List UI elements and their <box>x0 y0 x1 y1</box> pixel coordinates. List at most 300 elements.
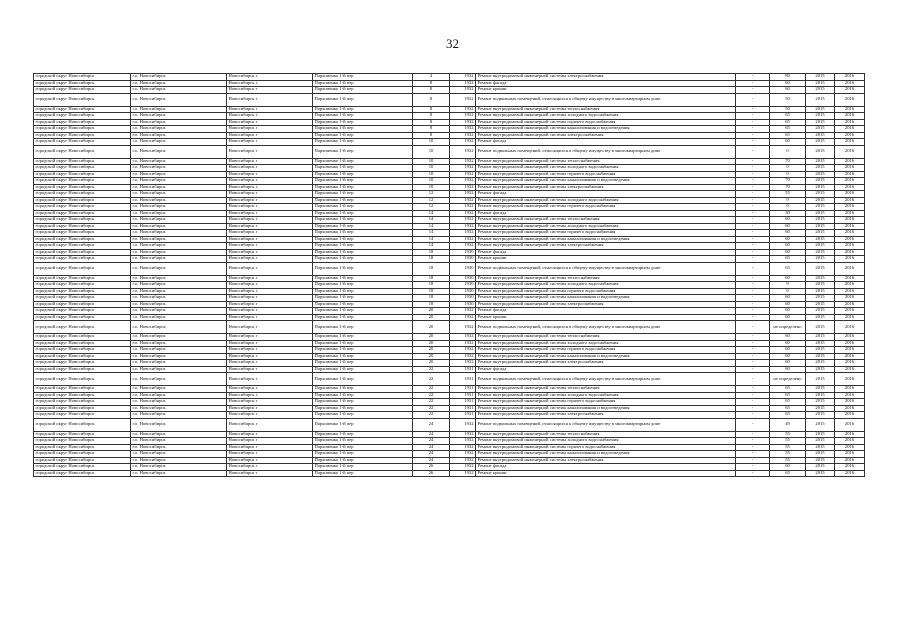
year-built-cell: 1932 <box>450 308 476 315</box>
start-year-cell: 2015 <box>806 418 835 431</box>
end-year-cell: 2016 <box>835 262 865 275</box>
repair-schedule-table-wrapper <box>33 73 864 477</box>
dash-cell: - <box>736 87 770 94</box>
end-year-cell: 2016 <box>835 178 865 185</box>
street-cell: Пархоменко 1-й пер <box>313 392 413 399</box>
city-cell: Новосибирск г <box>227 464 313 471</box>
house-number-cell: 24 <box>413 431 450 438</box>
municipality-cell: городской округ Новосибирск <box>34 308 131 315</box>
house-number-cell: 10 <box>413 178 450 185</box>
dash-cell: - <box>736 366 770 373</box>
house-number-cell: 8 <box>413 113 450 120</box>
city-cell: Новосибирск г <box>227 217 313 224</box>
street-cell: Пархоменко 1-й пер <box>313 171 413 178</box>
work-type-cell: Ремонт внутридомовой инженерной системы холодного водоснабжения <box>476 282 736 289</box>
year-built-cell: 1932 <box>450 340 476 347</box>
dash-cell: - <box>736 256 770 263</box>
house-number-cell: 22 <box>413 392 450 399</box>
house-number-cell: 22 <box>413 412 450 419</box>
municipality-cell: городской округ Новосибирск <box>34 340 131 347</box>
year-built-cell: 1930 <box>450 275 476 282</box>
dash-cell: - <box>736 457 770 464</box>
cost-cell: 60 <box>770 223 806 230</box>
end-year-cell: 2016 <box>835 308 865 315</box>
cost-cell: не определено <box>770 373 806 386</box>
house-number-cell: 18 <box>413 249 450 256</box>
dash-cell: - <box>736 451 770 458</box>
city-cell: Новосибирск г <box>227 165 313 172</box>
district-cell: г.о. Новосибирск <box>131 431 227 438</box>
dash-cell: - <box>736 132 770 139</box>
year-built-cell: 1932 <box>450 431 476 438</box>
street-cell: Пархоменко 1-й пер <box>313 210 413 217</box>
cost-cell: 0 <box>770 165 806 172</box>
city-cell: Новосибирск г <box>227 145 313 158</box>
municipality-cell: городской округ Новосибирск <box>34 119 131 126</box>
start-year-cell: 2015 <box>806 347 835 354</box>
house-number-cell: 18 <box>413 282 450 289</box>
start-year-cell: 2015 <box>806 405 835 412</box>
municipality-cell: городской округ Новосибирск <box>34 236 131 243</box>
start-year-cell: 2015 <box>806 321 835 334</box>
dash-cell: - <box>736 243 770 250</box>
year-built-cell: 1932 <box>450 165 476 172</box>
dash-cell: - <box>736 210 770 217</box>
dash-cell: - <box>736 464 770 471</box>
district-cell: г.о. Новосибирск <box>131 80 227 87</box>
street-cell: Пархоменко 1-й пер <box>313 165 413 172</box>
end-year-cell: 2016 <box>835 373 865 386</box>
municipality-cell: городской округ Новосибирск <box>34 197 131 204</box>
cost-cell: 55 <box>770 444 806 451</box>
work-type-cell: Ремонт внутридомовой инженерной системы канализования и водоотведения <box>476 405 736 412</box>
cost-cell: 0 <box>770 204 806 211</box>
district-cell: г.о. Новосибирск <box>131 288 227 295</box>
house-number-cell: 14 <box>413 210 450 217</box>
street-cell: Пархоменко 1-й пер <box>313 74 413 81</box>
city-cell: Новосибирск г <box>227 275 313 282</box>
house-number-cell: 22 <box>413 373 450 386</box>
end-year-cell: 2016 <box>835 334 865 341</box>
district-cell: г.о. Новосибирск <box>131 165 227 172</box>
cost-cell: 60 <box>770 314 806 321</box>
start-year-cell: 2015 <box>806 360 835 367</box>
start-year-cell: 2015 <box>806 275 835 282</box>
cost-cell: 60 <box>770 249 806 256</box>
house-number-cell: 26 <box>413 464 450 471</box>
house-number-cell: 20 <box>413 360 450 367</box>
year-built-cell: 1932 <box>450 360 476 367</box>
house-number-cell: 22 <box>413 399 450 406</box>
cost-cell: 65 <box>770 119 806 126</box>
street-cell: Пархоменко 1-й пер <box>313 386 413 393</box>
municipality-cell: городской округ Новосибирск <box>34 217 131 224</box>
work-type-cell: Ремонт внутридомовой инженерной системы канализования и водоотведения <box>476 236 736 243</box>
cost-cell: 70 <box>770 178 806 185</box>
start-year-cell: 2015 <box>806 399 835 406</box>
municipality-cell: городской округ Новосибирск <box>34 418 131 431</box>
end-year-cell: 2016 <box>835 314 865 321</box>
dash-cell: - <box>736 412 770 419</box>
cost-cell: 65 <box>770 399 806 406</box>
city-cell: Новосибирск г <box>227 301 313 308</box>
dash-cell: - <box>736 347 770 354</box>
dash-cell: - <box>736 236 770 243</box>
end-year-cell: 2016 <box>835 230 865 237</box>
district-cell: г.о. Новосибирск <box>131 204 227 211</box>
year-built-cell: 1932 <box>450 145 476 158</box>
house-number-cell: 14 <box>413 217 450 224</box>
cost-cell: не определено <box>770 321 806 334</box>
municipality-cell: городской округ Новосибирск <box>34 165 131 172</box>
street-cell: Пархоменко 1-й пер <box>313 470 413 477</box>
year-built-cell: 1932 <box>450 178 476 185</box>
house-number-cell: 22 <box>413 366 450 373</box>
start-year-cell: 2015 <box>806 145 835 158</box>
work-type-cell: Ремонт фасада <box>476 191 736 198</box>
year-built-cell: 1932 <box>450 444 476 451</box>
end-year-cell: 2016 <box>835 184 865 191</box>
year-built-cell: 1932 <box>450 184 476 191</box>
cost-cell: 60 <box>770 275 806 282</box>
start-year-cell: 2015 <box>806 119 835 126</box>
district-cell: г.о. Новосибирск <box>131 321 227 334</box>
start-year-cell: 2015 <box>806 230 835 237</box>
house-number-cell: 10 <box>413 171 450 178</box>
table-row <box>34 321 865 334</box>
cost-cell: 60 <box>770 80 806 87</box>
city-cell: Новосибирск г <box>227 236 313 243</box>
end-year-cell: 2016 <box>835 145 865 158</box>
cost-cell: 0 <box>770 145 806 158</box>
municipality-cell: городской округ Новосибирск <box>34 373 131 386</box>
house-number-cell: 14 <box>413 223 450 230</box>
district-cell: г.о. Новосибирск <box>131 275 227 282</box>
street-cell: Пархоменко 1-й пер <box>313 113 413 120</box>
year-built-cell: 1932 <box>450 230 476 237</box>
municipality-cell: городской округ Новосибирск <box>34 262 131 275</box>
street-cell: Пархоменко 1-й пер <box>313 191 413 198</box>
street-cell: Пархоменко 1-й пер <box>313 399 413 406</box>
cost-cell: 60 <box>770 230 806 237</box>
work-type-cell: Ремонт внутридомовой инженерной системы теплоснабжения <box>476 275 736 282</box>
cost-cell: 60 <box>770 360 806 367</box>
start-year-cell: 2015 <box>806 334 835 341</box>
district-cell: г.о. Новосибирск <box>131 256 227 263</box>
city-cell: Новосибирск г <box>227 243 313 250</box>
district-cell: г.о. Новосибирск <box>131 210 227 217</box>
dash-cell: - <box>736 204 770 211</box>
work-type-cell: Ремонт подвальных помещений, относящихся к общему имуществу в многоквартирном доме <box>476 262 736 275</box>
year-built-cell: 1931 <box>450 386 476 393</box>
municipality-cell: городской округ Новосибирск <box>34 399 131 406</box>
cost-cell: 60 <box>770 87 806 94</box>
city-cell: Новосибирск г <box>227 366 313 373</box>
end-year-cell: 2016 <box>835 243 865 250</box>
end-year-cell: 2016 <box>835 275 865 282</box>
district-cell: г.о. Новосибирск <box>131 405 227 412</box>
municipality-cell: городской округ Новосибирск <box>34 80 131 87</box>
start-year-cell: 2015 <box>806 217 835 224</box>
dash-cell: - <box>736 249 770 256</box>
district-cell: г.о. Новосибирск <box>131 223 227 230</box>
dash-cell: - <box>736 106 770 113</box>
street-cell: Пархоменко 1-й пер <box>313 158 413 165</box>
dash-cell: - <box>736 295 770 302</box>
city-cell: Новосибирск г <box>227 204 313 211</box>
house-number-cell: 12 <box>413 204 450 211</box>
street-cell: Пархоменко 1-й пер <box>313 451 413 458</box>
house-number-cell: 8 <box>413 119 450 126</box>
municipality-cell: городской округ Новосибирск <box>34 126 131 133</box>
street-cell: Пархоменко 1-й пер <box>313 464 413 471</box>
cost-cell: 65 <box>770 412 806 419</box>
year-built-cell: 1932 <box>450 80 476 87</box>
street-cell: Пархоменко 1-й пер <box>313 340 413 347</box>
end-year-cell: 2016 <box>835 158 865 165</box>
house-number-cell: 24 <box>413 457 450 464</box>
work-type-cell: Ремонт фасада <box>476 249 736 256</box>
cost-cell: 60 <box>770 334 806 341</box>
repair-schedule-table <box>33 73 865 477</box>
city-cell: Новосибирск г <box>227 223 313 230</box>
page-number: 32 <box>446 36 459 51</box>
street-cell: Пархоменко 1-й пер <box>313 87 413 94</box>
end-year-cell: 2016 <box>835 236 865 243</box>
start-year-cell: 2015 <box>806 301 835 308</box>
district-cell: г.о. Новосибирск <box>131 334 227 341</box>
city-cell: Новосибирск г <box>227 418 313 431</box>
district-cell: г.о. Новосибирск <box>131 282 227 289</box>
district-cell: г.о. Новосибирск <box>131 360 227 367</box>
work-type-cell: Ремонт внутридомовой инженерной системы электроснабжения <box>476 243 736 250</box>
district-cell: г.о. Новосибирск <box>131 438 227 445</box>
district-cell: г.о. Новосибирск <box>131 301 227 308</box>
municipality-cell: городской округ Новосибирск <box>34 184 131 191</box>
start-year-cell: 2015 <box>806 392 835 399</box>
municipality-cell: городской округ Новосибирск <box>34 139 131 146</box>
cost-cell: 55 <box>770 191 806 198</box>
dash-cell: - <box>736 126 770 133</box>
year-built-cell: 1932 <box>450 139 476 146</box>
dash-cell: - <box>736 197 770 204</box>
street-cell: Пархоменко 1-й пер <box>313 262 413 275</box>
end-year-cell: 2016 <box>835 418 865 431</box>
start-year-cell: 2015 <box>806 106 835 113</box>
municipality-cell: городской округ Новосибирск <box>34 113 131 120</box>
district-cell: г.о. Новосибирск <box>131 353 227 360</box>
city-cell: Новосибирск г <box>227 113 313 120</box>
year-built-cell: 1932 <box>450 171 476 178</box>
dash-cell: - <box>736 145 770 158</box>
end-year-cell: 2016 <box>835 295 865 302</box>
district-cell: г.о. Новосибирск <box>131 106 227 113</box>
year-built-cell: 1932 <box>450 457 476 464</box>
dash-cell: - <box>736 80 770 87</box>
city-cell: Новосибирск г <box>227 295 313 302</box>
dash-cell: - <box>736 74 770 81</box>
end-year-cell: 2016 <box>835 340 865 347</box>
city-cell: Новосибирск г <box>227 470 313 477</box>
cost-cell: 55 <box>770 431 806 438</box>
municipality-cell: городской округ Новосибирск <box>34 301 131 308</box>
district-cell: г.о. Новосибирск <box>131 386 227 393</box>
end-year-cell: 2016 <box>835 171 865 178</box>
municipality-cell: городской округ Новосибирск <box>34 230 131 237</box>
dash-cell: - <box>736 139 770 146</box>
table-row <box>34 373 865 386</box>
dash-cell: - <box>736 353 770 360</box>
cost-cell: 65 <box>770 392 806 399</box>
district-cell: г.о. Новосибирск <box>131 197 227 204</box>
district-cell: г.о. Новосибирск <box>131 87 227 94</box>
year-built-cell: 1930 <box>450 295 476 302</box>
municipality-cell: городской округ Новосибирск <box>34 178 131 185</box>
dash-cell: - <box>736 392 770 399</box>
house-number-cell: 20 <box>413 340 450 347</box>
street-cell: Пархоменко 1-й пер <box>313 184 413 191</box>
city-cell: Новосибирск г <box>227 399 313 406</box>
end-year-cell: 2016 <box>835 87 865 94</box>
municipality-cell: городской округ Новосибирск <box>34 470 131 477</box>
municipality-cell: городской округ Новосибирск <box>34 347 131 354</box>
year-built-cell: 1932 <box>450 119 476 126</box>
district-cell: г.о. Новосибирск <box>131 392 227 399</box>
house-number-cell: 20 <box>413 314 450 321</box>
dash-cell: - <box>736 191 770 198</box>
cost-cell: 60 <box>770 366 806 373</box>
work-type-cell: Ремонт внутридомовой инженерной системы горячего водоснабжения <box>476 288 736 295</box>
start-year-cell: 2015 <box>806 464 835 471</box>
work-type-cell: Ремонт внутридомовой инженерной системы канализования и водоотведения <box>476 178 736 185</box>
work-type-cell: Ремонт внутридомовой инженерной системы горячего водоснабжения <box>476 119 736 126</box>
dash-cell: - <box>736 262 770 275</box>
city-cell: Новосибирск г <box>227 171 313 178</box>
street-cell: Пархоменко 1-й пер <box>313 197 413 204</box>
work-type-cell: Ремонт внутридомовой инженерной системы теплоснабжения <box>476 386 736 393</box>
work-type-cell: Ремонт внутридомовой инженерной системы холодного водоснабжения <box>476 438 736 445</box>
house-number-cell: 18 <box>413 256 450 263</box>
city-cell: Новосибирск г <box>227 158 313 165</box>
street-cell: Пархоменко 1-й пер <box>313 366 413 373</box>
street-cell: Пархоменко 1-й пер <box>313 80 413 87</box>
start-year-cell: 2015 <box>806 236 835 243</box>
house-number-cell: 24 <box>413 451 450 458</box>
year-built-cell: 1930 <box>450 256 476 263</box>
year-built-cell: 1932 <box>450 236 476 243</box>
municipality-cell: городской округ Новосибирск <box>34 353 131 360</box>
dash-cell: - <box>736 308 770 315</box>
city-cell: Новосибирск г <box>227 288 313 295</box>
municipality-cell: городской округ Новосибирск <box>34 87 131 94</box>
cost-cell: 70 <box>770 158 806 165</box>
table-row <box>34 470 865 477</box>
dash-cell: - <box>736 288 770 295</box>
year-built-cell: 1931 <box>450 399 476 406</box>
end-year-cell: 2016 <box>835 431 865 438</box>
street-cell: Пархоменко 1-й пер <box>313 236 413 243</box>
house-number-cell: 18 <box>413 295 450 302</box>
street-cell: Пархоменко 1-й пер <box>313 457 413 464</box>
street-cell: Пархоменко 1-й пер <box>313 295 413 302</box>
end-year-cell: 2016 <box>835 438 865 445</box>
work-type-cell: Ремонт внутридомовой инженерной системы теплоснабжения <box>476 158 736 165</box>
work-type-cell: Ремонт крыши <box>476 87 736 94</box>
city-cell: Новосибирск г <box>227 451 313 458</box>
municipality-cell: городской округ Новосибирск <box>34 243 131 250</box>
city-cell: Новосибирск г <box>227 308 313 315</box>
municipality-cell: городской округ Новосибирск <box>34 386 131 393</box>
city-cell: Новосибирск г <box>227 321 313 334</box>
house-number-cell: 20 <box>413 347 450 354</box>
start-year-cell: 2015 <box>806 431 835 438</box>
house-number-cell: 22 <box>413 405 450 412</box>
dash-cell: - <box>736 340 770 347</box>
year-built-cell: 1932 <box>450 223 476 230</box>
municipality-cell: городской округ Новосибирск <box>34 249 131 256</box>
dash-cell: - <box>736 301 770 308</box>
house-number-cell: 10 <box>413 139 450 146</box>
street-cell: Пархоменко 1-й пер <box>313 412 413 419</box>
municipality-cell: городской округ Новосибирск <box>34 438 131 445</box>
city-cell: Новосибирск г <box>227 106 313 113</box>
city-cell: Новосибирск г <box>227 191 313 198</box>
municipality-cell: городской округ Новосибирск <box>34 158 131 165</box>
dash-cell: - <box>736 184 770 191</box>
city-cell: Новосибирск г <box>227 392 313 399</box>
year-built-cell: 1932 <box>450 217 476 224</box>
cost-cell: 70 <box>770 184 806 191</box>
cost-cell: 60 <box>770 308 806 315</box>
district-cell: г.о. Новосибирск <box>131 249 227 256</box>
cost-cell: 65 <box>770 386 806 393</box>
municipality-cell: городской округ Новосибирск <box>34 360 131 367</box>
street-cell: Пархоменко 1-й пер <box>313 230 413 237</box>
house-number-cell: 10 <box>413 165 450 172</box>
street-cell: Пархоменко 1-й пер <box>313 126 413 133</box>
end-year-cell: 2016 <box>835 256 865 263</box>
municipality-cell: городской округ Новосибирск <box>34 295 131 302</box>
house-number-cell: 4 <box>413 74 450 81</box>
city-cell: Новосибирск г <box>227 230 313 237</box>
work-type-cell: Ремонт внутридомовой инженерной системы электроснабжения <box>476 360 736 367</box>
work-type-cell: Ремонт внутридомовой инженерной системы холодного водоснабжения <box>476 197 736 204</box>
house-number-cell: 8 <box>413 80 450 87</box>
year-built-cell: 1932 <box>450 74 476 81</box>
house-number-cell: 14 <box>413 236 450 243</box>
city-cell: Новосибирск г <box>227 210 313 217</box>
district-cell: г.о. Новосибирск <box>131 243 227 250</box>
cost-cell: 60 <box>770 301 806 308</box>
municipality-cell: городской округ Новосибирск <box>34 457 131 464</box>
work-type-cell: Ремонт внутридомовой инженерной системы горячего водоснабжения <box>476 230 736 237</box>
district-cell: г.о. Новосибирск <box>131 418 227 431</box>
work-type-cell: Ремонт внутридомовой инженерной системы холодного водоснабжения <box>476 113 736 120</box>
start-year-cell: 2015 <box>806 93 835 106</box>
year-built-cell: 1932 <box>450 334 476 341</box>
cost-cell: 60 <box>770 139 806 146</box>
dash-cell: - <box>736 321 770 334</box>
city-cell: Новосибирск г <box>227 74 313 81</box>
dash-cell: - <box>736 119 770 126</box>
work-type-cell: Ремонт фасада <box>476 80 736 87</box>
municipality-cell: городской округ Новосибирск <box>34 412 131 419</box>
house-number-cell: 18 <box>413 301 450 308</box>
work-type-cell: Ремонт внутридомовой инженерной системы холодного водоснабжения <box>476 392 736 399</box>
city-cell: Новосибирск г <box>227 256 313 263</box>
start-year-cell: 2015 <box>806 314 835 321</box>
work-type-cell: Ремонт крыши <box>476 256 736 263</box>
